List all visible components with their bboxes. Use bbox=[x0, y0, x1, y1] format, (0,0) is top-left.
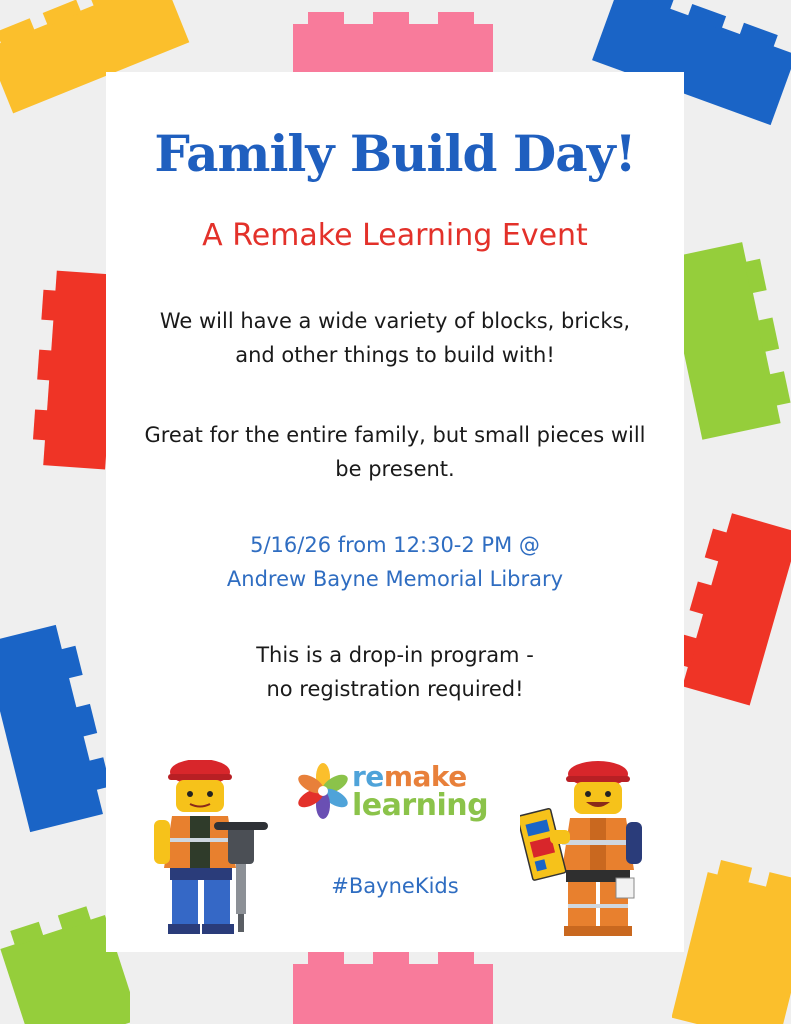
audience-line-1: Great for the entire family, but small pieces will bbox=[144, 423, 646, 447]
description-line-1: We will have a wide variety of blocks, bricks, bbox=[159, 309, 631, 333]
audience-paragraph bbox=[106, 418, 684, 486]
registration-line-1: This is a drop-in program - bbox=[256, 643, 534, 667]
registration-line-2: no registration required! bbox=[266, 677, 524, 701]
audience-line-2: be present. bbox=[335, 457, 455, 481]
construction-worker-minifigure-right bbox=[520, 760, 660, 942]
event-subtitle: A Remake Learning Event bbox=[202, 218, 588, 253]
event-title: Family Build Day! bbox=[154, 124, 636, 183]
pink-brick-bottom bbox=[293, 950, 493, 1024]
red-brick-right bbox=[676, 508, 791, 708]
red-brick-left bbox=[28, 262, 118, 477]
description-paragraph bbox=[106, 304, 684, 372]
event-date-time: 5/16/26 from 12:30-2 PM @ bbox=[250, 533, 540, 557]
remake-learning-logo bbox=[294, 760, 504, 830]
flower-icon bbox=[294, 762, 352, 820]
pink-brick-top bbox=[293, 10, 493, 72]
event-details bbox=[106, 528, 684, 596]
registration-note bbox=[106, 638, 684, 706]
flyer-card bbox=[106, 72, 684, 952]
hashtag: #BayneKids bbox=[331, 874, 459, 898]
blue-brick-left bbox=[0, 618, 115, 833]
yellow-brick-bottom-right bbox=[672, 850, 791, 1024]
description-line-2: and other things to build with! bbox=[235, 343, 555, 367]
event-location: Andrew Bayne Memorial Library bbox=[226, 567, 564, 591]
logo-word-learning: learning bbox=[352, 788, 489, 823]
logo-word-remake: remake bbox=[352, 760, 467, 793]
construction-worker-minifigure-left bbox=[150, 760, 280, 940]
